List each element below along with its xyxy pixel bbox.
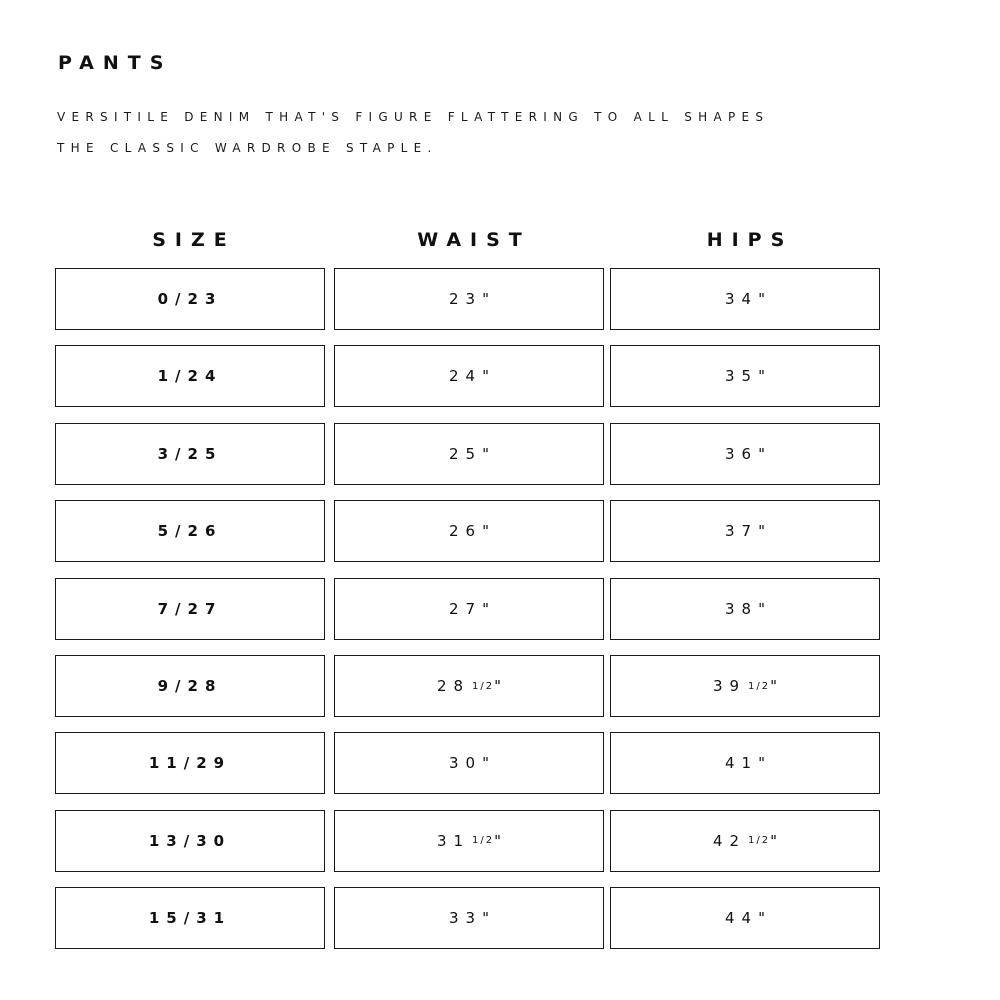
hips-whole-value: 38: [725, 599, 759, 618]
hips-whole-value: 42: [712, 831, 747, 850]
hips-cell: [610, 810, 880, 872]
inch-mark: ": [758, 599, 765, 618]
column-header-hips: HIPS: [706, 229, 794, 251]
table-row: [0, 655, 900, 719]
hips-whole-value: 36: [725, 444, 759, 463]
waist-cell: [334, 732, 604, 794]
size-cell: 13/30: [55, 810, 325, 872]
table-row: [0, 578, 900, 642]
size-cell: 5/26: [55, 500, 325, 562]
hips-cell: [610, 345, 880, 407]
column-header-size: SIZE: [152, 229, 236, 251]
waist-fraction-value: 1/2: [472, 680, 495, 692]
hips-cell: [610, 268, 880, 330]
waist-cell: [334, 423, 604, 485]
table-row: [0, 810, 900, 874]
waist-whole-value: 28: [436, 677, 471, 695]
hips-whole-value: 37: [725, 522, 759, 541]
table-row: [0, 500, 900, 564]
inch-mark: ": [758, 909, 765, 928]
inch-mark: ": [494, 831, 502, 850]
hips-cell: [610, 655, 880, 717]
hips-fraction-value: 1/2: [748, 680, 771, 692]
hips-fraction-value: 1/2: [748, 835, 771, 847]
inch-mark: ": [482, 754, 489, 773]
hips-cell: [610, 500, 880, 562]
hips-cell: [610, 578, 880, 640]
waist-cell: [334, 500, 604, 562]
waist-whole-value: 23: [449, 290, 483, 308]
description-line-2: THE CLASSIC WARDROBE STAPLE.: [57, 141, 438, 155]
inch-mark: ": [758, 522, 765, 541]
waist-whole-value: 30: [449, 754, 483, 773]
inch-mark: ": [494, 677, 502, 695]
waist-whole-value: 31: [436, 831, 471, 850]
size-cell: 1/24: [55, 345, 325, 407]
inch-mark: ": [770, 677, 778, 695]
waist-cell: [334, 655, 604, 717]
inch-mark: ": [482, 909, 489, 928]
waist-whole-value: 25: [449, 444, 483, 463]
table-row: [0, 345, 900, 409]
inch-mark: ": [758, 754, 765, 773]
waist-whole-value: 33: [449, 909, 483, 928]
inch-mark: ": [482, 444, 489, 463]
inch-mark: ": [758, 290, 765, 308]
waist-whole-value: 27: [449, 599, 483, 618]
column-header-waist: WAIST: [417, 229, 531, 251]
waist-cell: [334, 887, 604, 949]
page-title: PANTS: [58, 52, 173, 74]
size-cell: 0/23: [55, 268, 325, 330]
table-row: [0, 268, 900, 332]
inch-mark: ": [482, 522, 489, 541]
hips-cell: [610, 732, 880, 794]
table-row: [0, 887, 900, 951]
table-row: [0, 423, 900, 487]
size-cell: 3/25: [55, 423, 325, 485]
hips-whole-value: 44: [725, 909, 759, 928]
size-cell: 15/31: [55, 887, 325, 949]
hips-whole-value: 39: [712, 677, 747, 695]
waist-cell: [334, 268, 604, 330]
hips-whole-value: 41: [725, 754, 759, 773]
waist-cell: [334, 810, 604, 872]
size-cell: 9/28: [55, 655, 325, 717]
description-line-1: VERSITILE DENIM THAT'S FIGURE FLATTERING TO ALL SHAPES: [57, 110, 770, 124]
inch-mark: ": [482, 290, 489, 308]
waist-whole-value: 24: [449, 367, 483, 386]
hips-cell: [610, 423, 880, 485]
inch-mark: ": [758, 444, 765, 463]
waist-whole-value: 26: [449, 522, 483, 541]
table-row: [0, 732, 900, 796]
inch-mark: ": [482, 367, 489, 386]
inch-mark: ": [758, 367, 765, 386]
hips-whole-value: 35: [725, 367, 759, 386]
hips-whole-value: 34: [725, 290, 759, 308]
waist-cell: [334, 578, 604, 640]
hips-cell: [610, 887, 880, 949]
waist-fraction-value: 1/2: [472, 835, 495, 847]
size-cell: 11/29: [55, 732, 325, 794]
size-cell: 7/27: [55, 578, 325, 640]
inch-mark: ": [482, 599, 489, 618]
waist-cell: [334, 345, 604, 407]
inch-mark: ": [770, 831, 778, 850]
